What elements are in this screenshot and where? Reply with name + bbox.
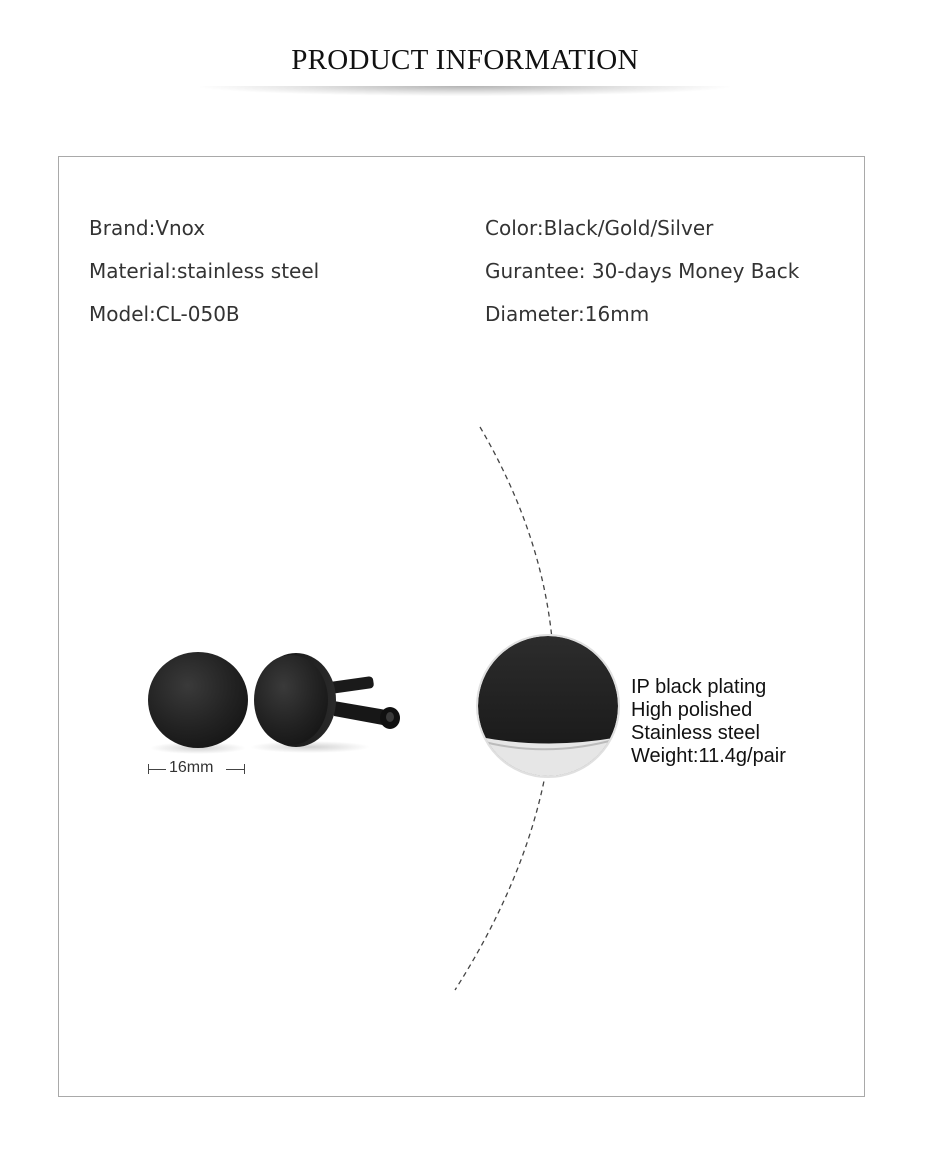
cufflink-front-disc (148, 652, 248, 754)
spec-color: Color:Black/Gold/Silver (485, 216, 714, 240)
page-title: PRODUCT INFORMATION (291, 44, 639, 76)
feature-item: Weight:11.4g/pair (631, 745, 786, 767)
zoom-detail (470, 630, 630, 790)
dimension-label (148, 759, 248, 779)
feature-item: Stainless steel (631, 722, 760, 744)
feature-item: High polished (631, 699, 753, 721)
dimension-line-left (148, 769, 166, 770)
spec-brand: Brand:Vnox (89, 216, 206, 240)
dimension-text: 16mm (169, 759, 214, 776)
dimension-tick-right (244, 764, 245, 774)
spec-diameter: Diameter:16mm (485, 302, 650, 326)
spec-model: Model:CL-050B (89, 302, 240, 326)
spec-guarantee: Gurantee: 30-days Money Back (485, 259, 800, 283)
spec-material: Material:stainless steel (89, 259, 320, 283)
feature-item: IP black plating (631, 676, 767, 698)
cufflink-side-view (250, 653, 400, 753)
dimension-line-right (226, 769, 244, 770)
